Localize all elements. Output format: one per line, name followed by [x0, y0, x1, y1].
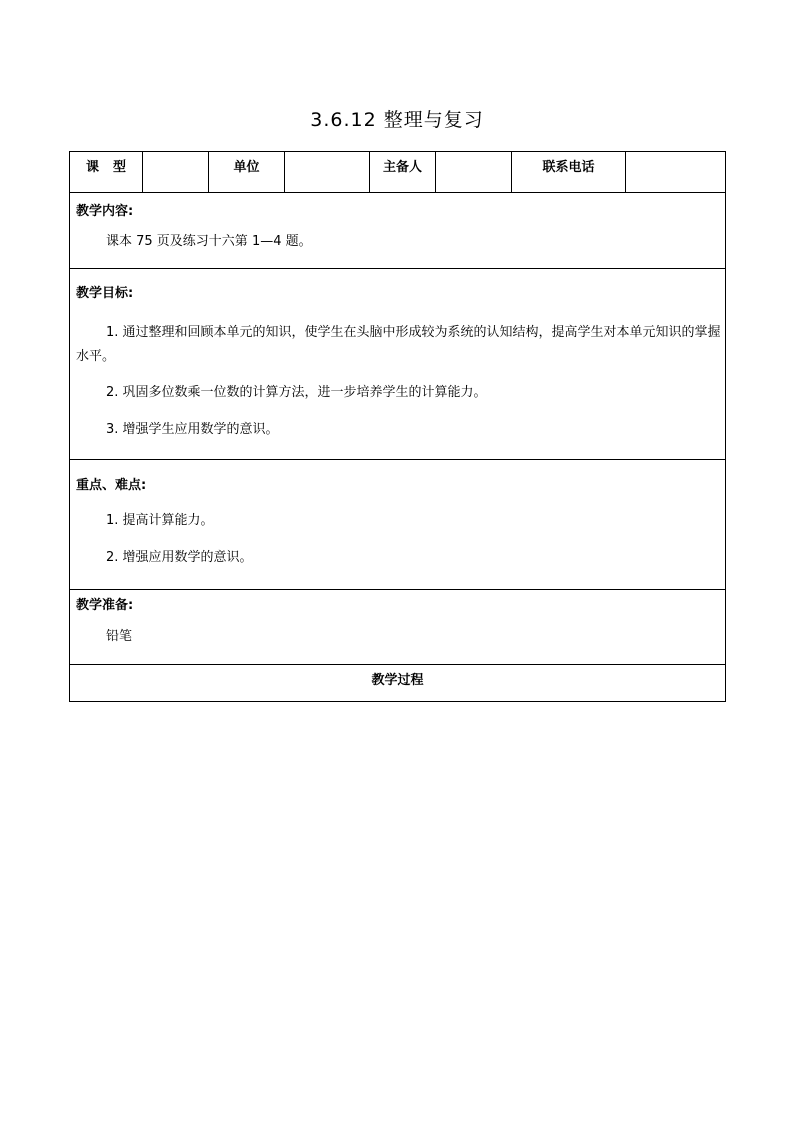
content-text: 课本 75 页及练习十六第 1—4 题。	[106, 234, 312, 249]
preparation-text: 铅笔	[106, 629, 133, 644]
key-point-item: 2. 增强应用数学的意识。	[106, 550, 253, 565]
phone-label: 联系电话	[512, 152, 626, 193]
process-title: 教学过程	[70, 665, 726, 702]
header-row	[70, 152, 726, 193]
key-point-item: 1. 提高计算能力。	[106, 513, 214, 528]
preparer-value[interactable]	[436, 152, 512, 193]
content-title: 教学内容:	[76, 204, 134, 219]
key-points-title: 重点、难点:	[76, 478, 147, 493]
preparation-row	[70, 590, 726, 665]
preparation-cell	[70, 590, 726, 665]
objectives-row	[70, 269, 726, 460]
objective-item: 1. 通过整理和回顾本单元的知识，使学生在头脑中形成较为系统的认知结构，提高学生对本单元知识的掌握水平。	[76, 325, 721, 364]
phone-value[interactable]	[626, 152, 726, 193]
unit-label: 单位	[209, 152, 285, 193]
objectives-title: 教学目标:	[76, 286, 134, 301]
objectives-cell	[70, 269, 726, 460]
objective-item: 3. 增强学生应用数学的意识。	[106, 422, 279, 437]
key-points-cell	[70, 460, 726, 590]
document-title: 3.6.12 整理与复习	[310, 109, 484, 131]
lesson-plan-table	[69, 151, 726, 702]
unit-value[interactable]	[285, 152, 370, 193]
lesson-type-value[interactable]	[143, 152, 209, 193]
process-row	[70, 665, 726, 702]
preparer-label: 主备人	[370, 152, 436, 193]
preparation-title: 教学准备:	[76, 598, 134, 613]
content-row	[70, 193, 726, 269]
objective-item: 2. 巩固多位数乘一位数的计算方法，进一步培养学生的计算能力。	[106, 385, 487, 400]
lesson-type-label: 课型	[70, 152, 143, 193]
key-points-row	[70, 460, 726, 590]
content-cell	[70, 193, 726, 269]
